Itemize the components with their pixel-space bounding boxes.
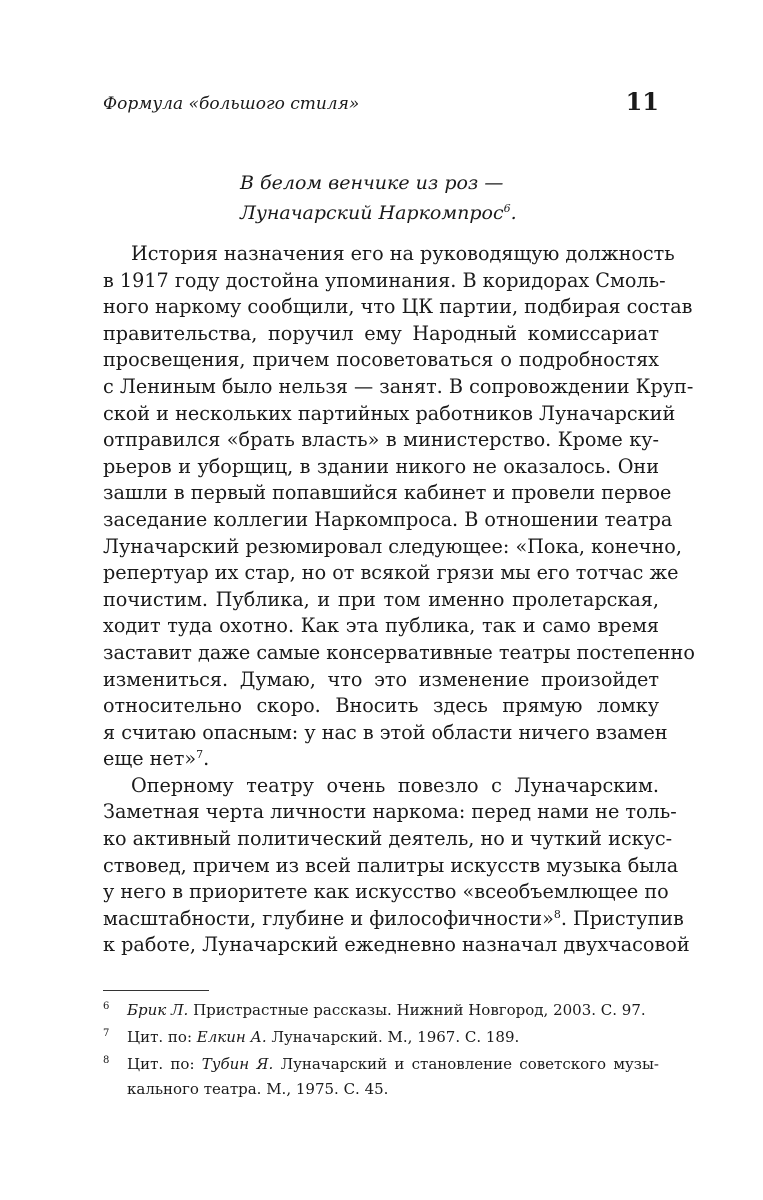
- text-line: к работе, Луначарский ежедневно назначал двухчасовой: [103, 933, 690, 957]
- text-line: ного наркому сообщили, что ЦК партии, подбирая состав: [103, 295, 693, 319]
- footnote-mark: 8: [103, 1055, 110, 1066]
- text-line: с Лениным было нельзя — занят. В сопровождении Круп-: [103, 374, 694, 398]
- footnote-ref: 8: [553, 907, 561, 921]
- text-line: правительства, поручил ему Народный комиссариат: [103, 321, 659, 345]
- text-line: я считаю опасным: у нас в этой области ничего взамен: [103, 720, 668, 744]
- body-text: [103, 241, 695, 959]
- text-line: Оперному театру очень повезло с Луначарским.: [131, 773, 659, 797]
- footnote-author: Тубин Я.: [201, 1055, 274, 1073]
- footnote-divider: [103, 990, 209, 991]
- text-line: заседание коллегии Наркомпроса. В отношении театра: [103, 507, 673, 531]
- text-line: почистим. Публика, и при том именно пролетарская,: [103, 587, 659, 611]
- footnote-line: кального театра. М., 1975. С. 45.: [127, 1080, 389, 1098]
- text-line: просвещения, причем посоветоваться о подробностях: [103, 348, 659, 372]
- text-line: История назначения его на руководящую должность: [131, 242, 675, 265]
- epigraph-line: [240, 198, 517, 228]
- footnote-ref: 7: [196, 748, 204, 762]
- running-title: Формула «большого стиля»: [103, 94, 360, 114]
- text-line: репертуар их стар, но от всякой грязи мы его тотчас же: [103, 561, 679, 585]
- text-fragment: еще нет»: [103, 747, 197, 771]
- text-line: Заметная черта личности наркома: перед нами не толь-: [103, 800, 677, 824]
- epigraph-text: .: [510, 202, 517, 224]
- footnote-text: Луначарский и становление советского музы-: [273, 1055, 659, 1073]
- text-line: зашли в первый попавшийся кабинет и провели первое: [103, 481, 672, 505]
- text-line: у него в приоритете как искусство «всеобъемлющее по: [103, 880, 669, 904]
- text-fragment: масштабности, глубине и философичности»: [103, 906, 554, 930]
- text-line: заставит даже самые консервативные театры постепенно: [103, 640, 695, 664]
- footnote-author: Елкин А.: [196, 1028, 267, 1046]
- footnote-line: [127, 1052, 659, 1077]
- footnotes: [103, 998, 659, 1104]
- footnote-mark: 7: [103, 1028, 110, 1039]
- footnote-text: Пристрастные рассказы. Нижний Новгород, 2003. С. 97.: [188, 1001, 646, 1019]
- page-number: 11: [625, 87, 659, 116]
- text-line: ходит туда охотно. Как эта публика, так и само время: [103, 614, 659, 638]
- footnote-7: [103, 1025, 659, 1050]
- footnote-prefix: Цит. по:: [127, 1055, 202, 1073]
- text-line: ской и нескольких партийных работников Луначарский: [103, 401, 676, 425]
- epigraph-text: Луначарский Наркомпрос: [240, 202, 504, 224]
- footnote-prefix: Цит. по:: [127, 1028, 197, 1046]
- text-line: Луначарский резюмировал следующее: «Пока, конечно,: [103, 534, 682, 558]
- text-line: рьеров и уборщиц, в здании никого не оказалось. Они: [103, 454, 659, 478]
- text-line: отправился «брать власть» в министерство. Кроме ку-: [103, 428, 659, 452]
- text-line: ствовед, причем из всей палитры искусств музыка была: [103, 853, 679, 877]
- footnote-mark: 6: [103, 1001, 110, 1012]
- text-line: [103, 746, 659, 773]
- epigraph-line: В белом венчике из роз —: [240, 172, 504, 194]
- footnote-line: [127, 1025, 659, 1050]
- footnote-text: Луначарский. М., 1967. С. 189.: [266, 1028, 520, 1046]
- text-line: в 1917 году достойна упоминания. В коридорах Смоль-: [103, 268, 666, 292]
- text-fragment: . Приступив: [560, 906, 684, 930]
- footnote-6: [103, 998, 659, 1023]
- epigraph: [240, 168, 517, 228]
- text-line: ко активный политический деятель, но и чуткий искус-: [103, 827, 673, 851]
- text-fragment: .: [203, 747, 210, 771]
- text-line: измениться. Думаю, что это изменение произойдет: [103, 667, 659, 691]
- text-line: [103, 906, 684, 933]
- footnote-8: [103, 1052, 659, 1102]
- text-line: относительно скоро. Вносить здесь прямую ломку: [103, 694, 659, 718]
- footnote-line: [127, 998, 659, 1023]
- footnote-ref: 6: [503, 202, 511, 215]
- footnote-author: Брик Л.: [127, 1001, 189, 1019]
